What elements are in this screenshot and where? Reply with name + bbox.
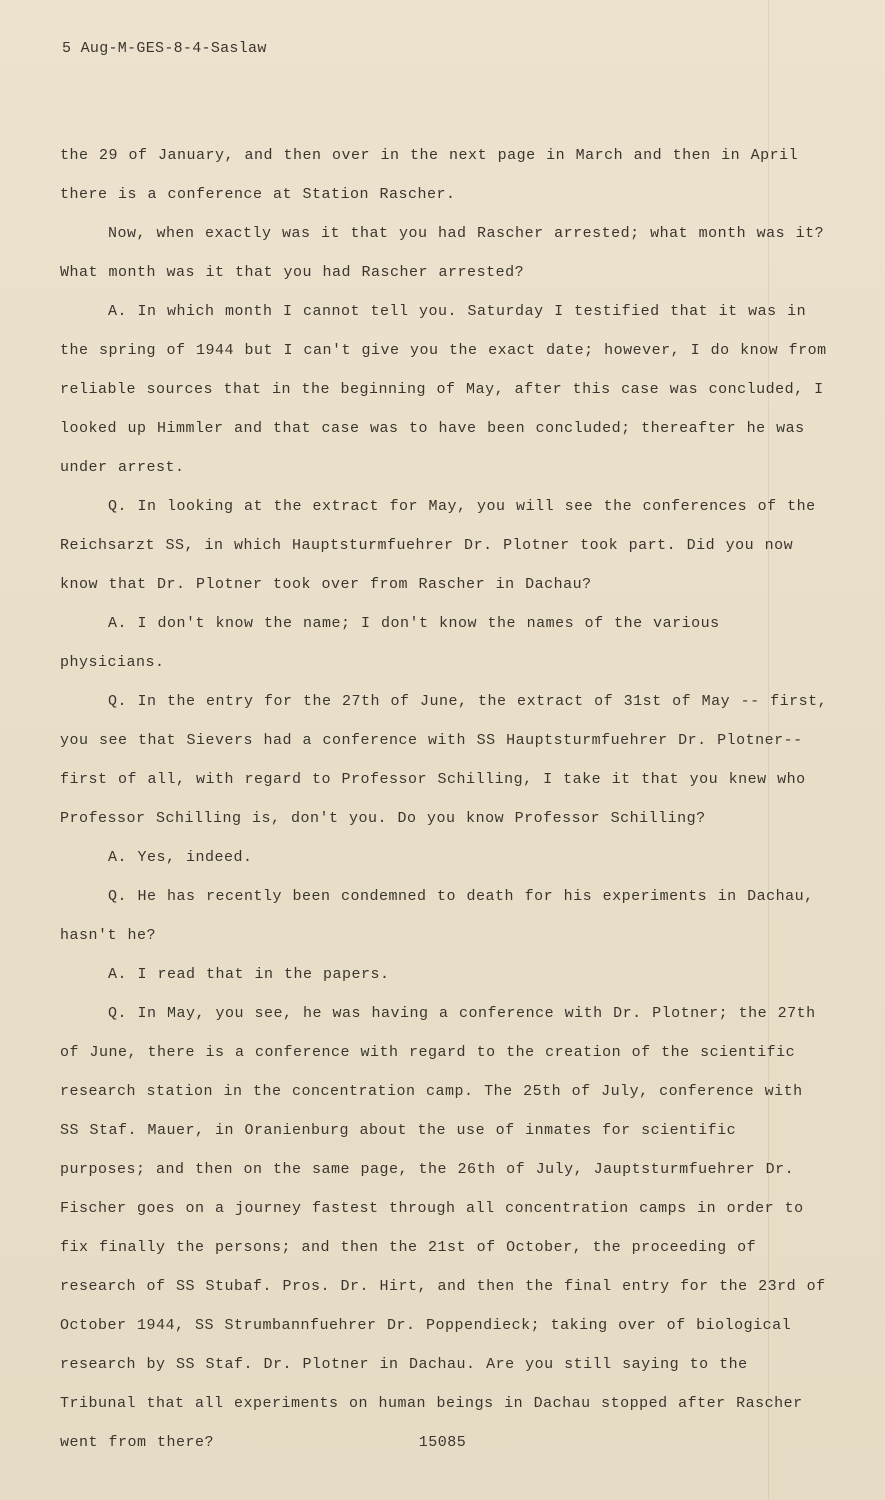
paragraph: Q. In the entry for the 27th of June, the extract of 31st of May -- first, you see that Sievers had a conference with SS Hauptsturmfuehrer Dr. Plotner-- first of all, with regard to Professor Schilling, I take it that you knew who Professor Schilling is, don't you. Do you know Professor Schilling? [60, 693, 828, 827]
paragraph: the 29 of January, and then over in the next page in March and then in April there is a conference at Station Rascher. [60, 147, 799, 203]
paragraph: A. I don't know the name; I don't know the names of the various physicians. [60, 615, 720, 671]
paragraph: Q. In May, you see, he was having a conference with Dr. Plotner; the 27th of June, there is a conference with regard to the creation of the scientific research station in the concentration camp. The 25th of July, conference with SS Staf. Mauer, in Oranienburg about the use of inmates for scientific purposes; and then on the same page, the 26th of July, Jauptsturmfuehrer Dr. Fischer goes on a journey fastest through all concentration camps in order to fix finally the persons; and then the 21st of October, the proceeding of research of SS Stubaf. Pros. Dr. Hirt, and then the final entry for the 23rd of October 1944, SS Strumbannfuehrer Dr. Poppendieck; taking over of biological research by SS Staf. Dr. Plotner in Dachau. Are you still saying to the Tribunal that all experiments on human beings in Dachau stopped after Rascher went from there? [60, 1005, 826, 1451]
paragraph: Q. He has recently been condemned to death for his experiments in Dachau, hasn't he? [60, 888, 814, 944]
paragraph: Now, when exactly was it that you had Rascher arrested; what month was it? What month was it that you had Rascher arrested? [60, 225, 825, 281]
paragraph: A. I read that in the papers. [108, 966, 390, 983]
paragraph: A. In which month I cannot tell you. Saturday I testified that it was in the spring of 1944 but I can't give you the exact date; however, I do know from reliable sources that in the beginning of May, after this case was concluded, I looked up Himmler and that case was to have been concluded; thereafter he was under arrest. [60, 303, 827, 476]
transcript-body [60, 136, 830, 1462]
document-header: 5 Aug-M-GES-8-4-Saslaw [62, 40, 267, 57]
page-number: 15085 [418, 1434, 467, 1451]
paragraph: A. Yes, indeed. [108, 849, 253, 866]
paragraph: Q. In looking at the extract for May, you will see the conferences of the Reichsarzt SS, in which Hauptsturmfuehrer Dr. Plotner took part. Did you now know that Dr. Plotner took over from Rascher in Dachau? [60, 498, 816, 593]
